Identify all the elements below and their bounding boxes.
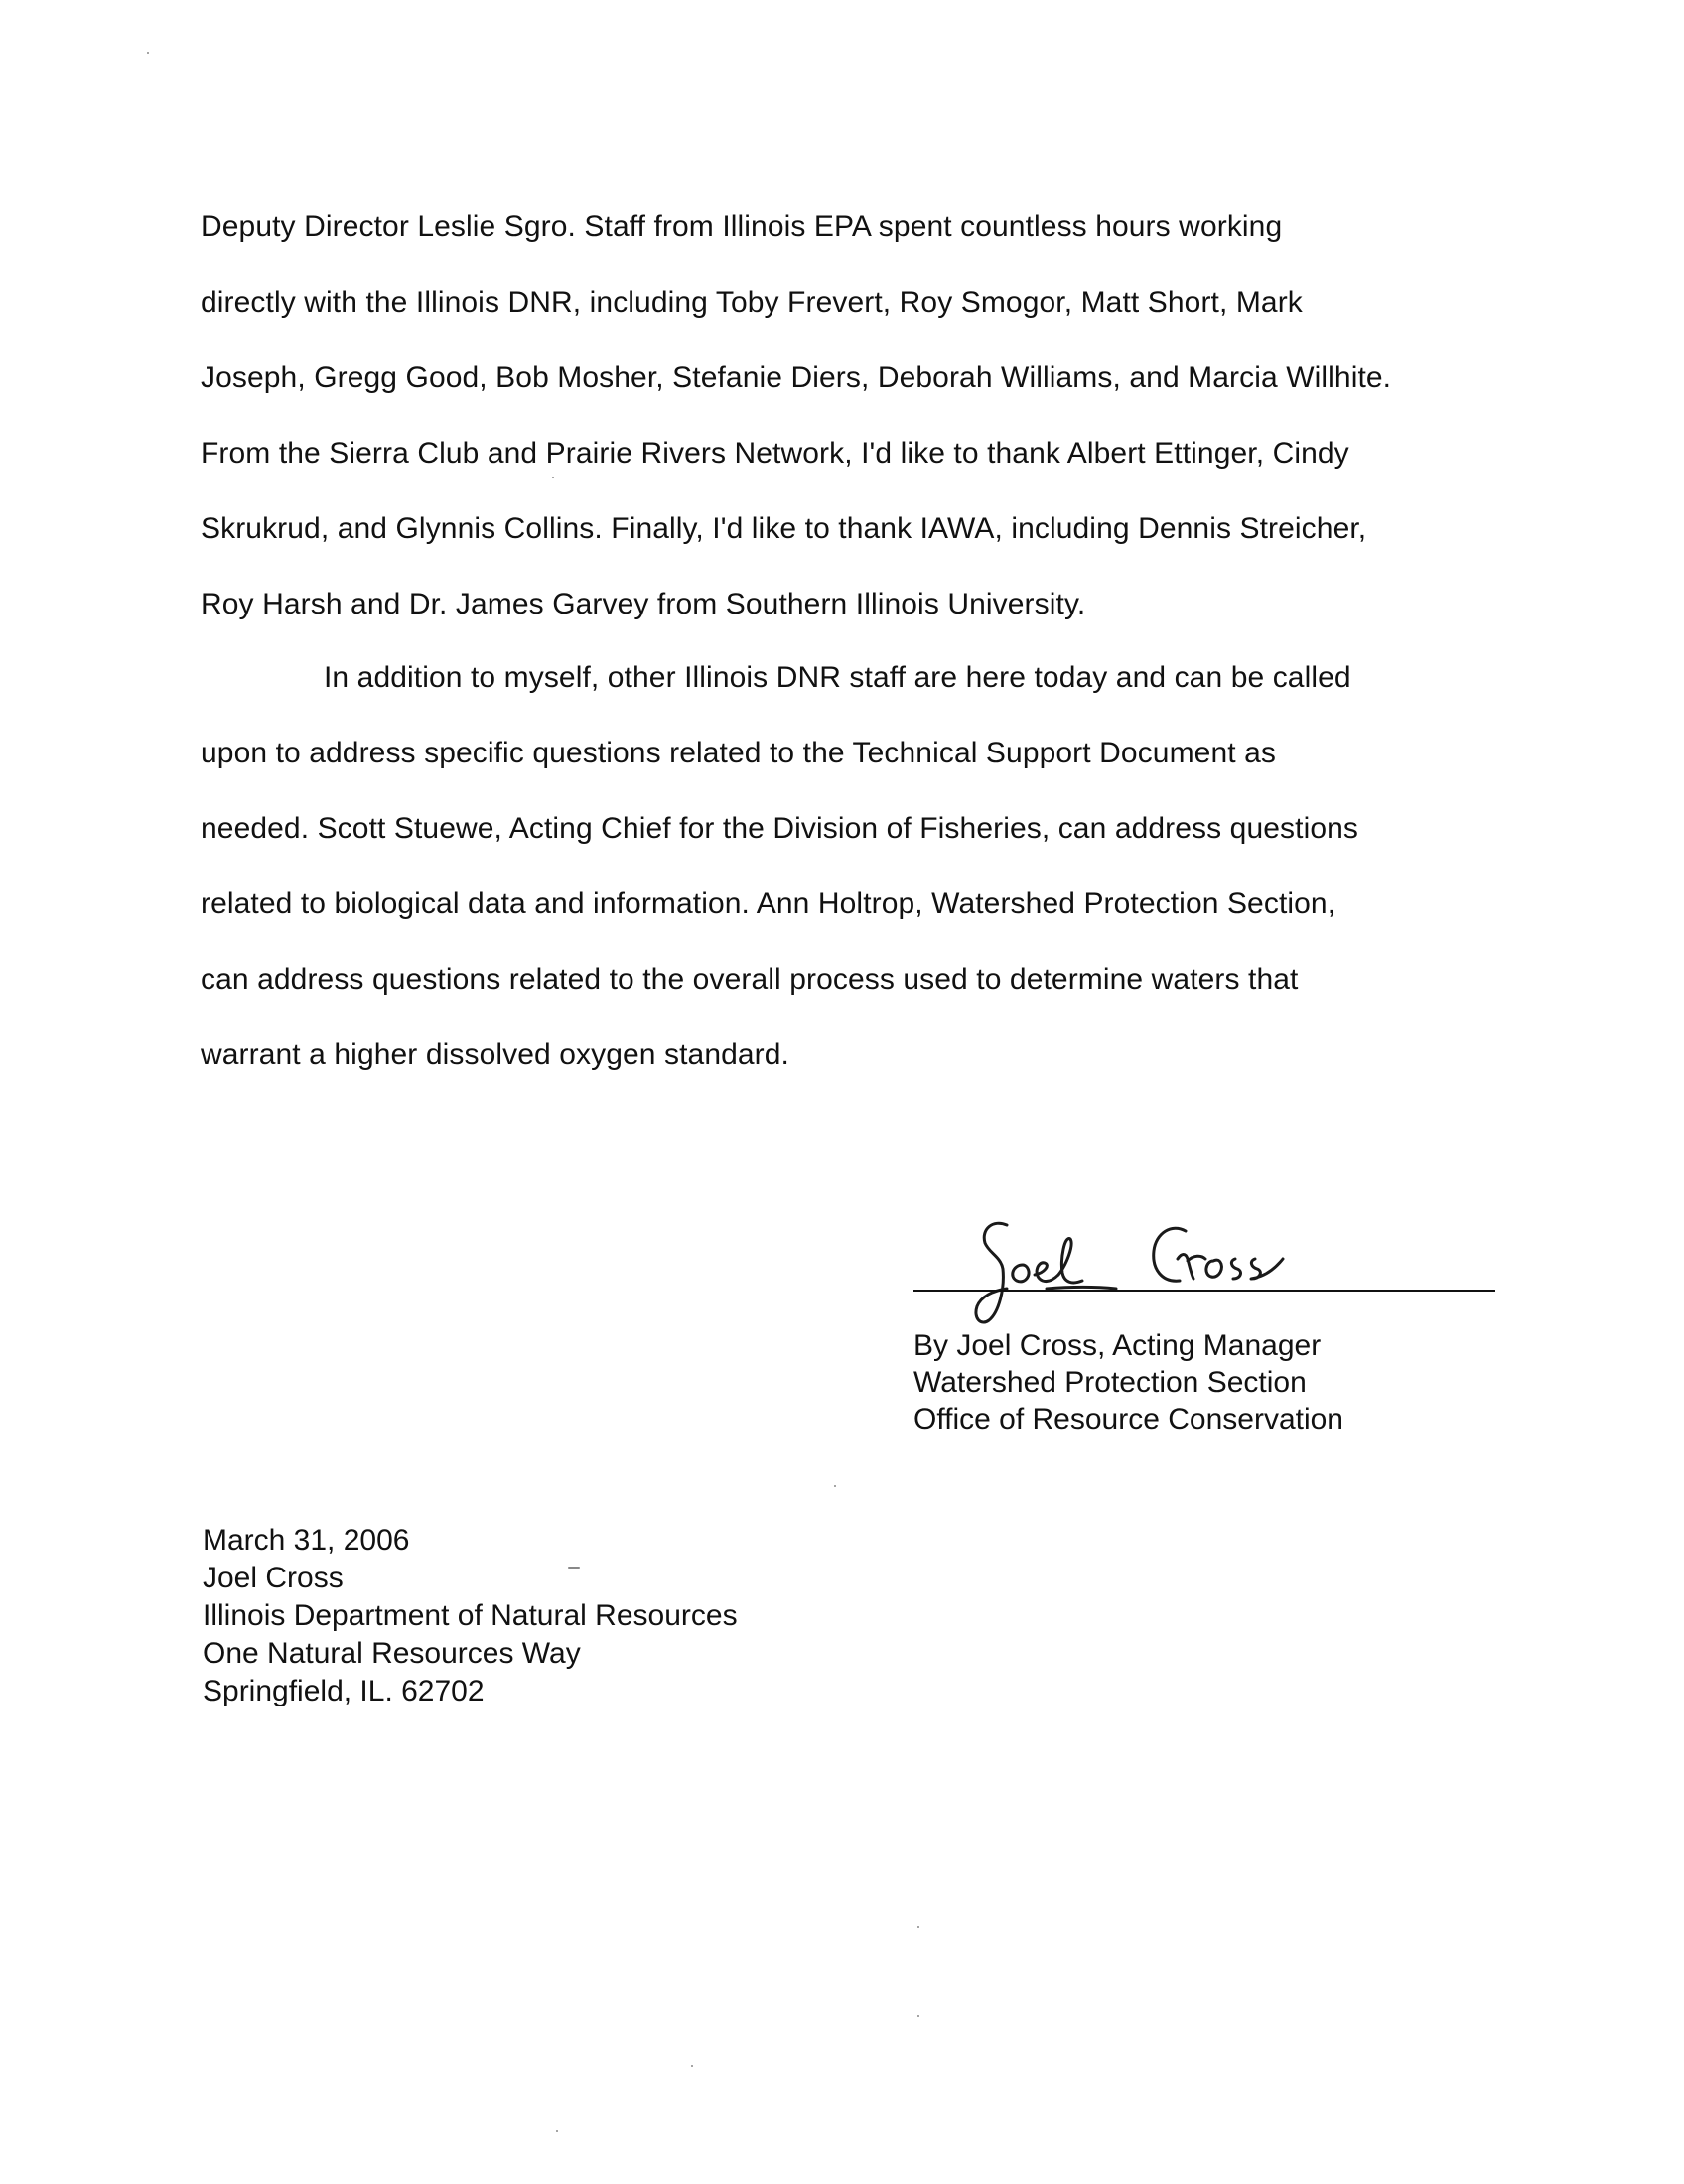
body-text-line: Skrukrud, and Glynnis Collins. Finally, I'd like to thank IAWA, including Dennis Streicher,: [201, 512, 1367, 545]
body-text-line: needed. Scott Stuewe, Acting Chief for the Division of Fisheries, can address questions: [201, 812, 1358, 845]
document-date: March 31, 2006: [203, 1524, 410, 1557]
body-text-line: upon to address specific questions related to the Technical Support Document as: [201, 737, 1276, 769]
scan-speck: [147, 52, 149, 54]
body-text-line: In addition to myself, other Illinois DNR staff are here today and can be called: [324, 661, 1351, 694]
scan-speck: [568, 1567, 580, 1569]
body-text-line: Joseph, Gregg Good, Bob Mosher, Stefanie Diers, Deborah Williams, and Marcia Willhite.: [201, 361, 1392, 394]
body-text-line: From the Sierra Club and Prairie Rivers Network, I'd like to thank Albert Ettinger, Cindy: [201, 437, 1349, 470]
scan-speck: [556, 2130, 558, 2132]
signer-section: Watershed Protection Section: [913, 1366, 1307, 1399]
scan-speck: [552, 477, 554, 478]
body-text-line: directly with the Illinois DNR, including Toby Frevert, Roy Smogor, Matt Short, Mark: [201, 286, 1303, 319]
scan-speck: [691, 2065, 693, 2067]
scan-speck: [917, 2015, 919, 2017]
body-text-line: can address questions related to the overall process used to determine waters that: [201, 963, 1299, 996]
body-text-line: related to biological data and information. Ann Holtrop, Watershed Protection Section,: [201, 887, 1336, 920]
address-organization: Illinois Department of Natural Resources: [203, 1599, 738, 1632]
handwritten-signature: [912, 1209, 1495, 1328]
signature-line: [913, 1290, 1495, 1292]
address-city: Springfield, IL. 62702: [203, 1675, 485, 1707]
scan-speck: [917, 1926, 919, 1928]
body-text-line: Roy Harsh and Dr. James Garvey from Southern Illinois University.: [201, 588, 1086, 620]
address-street: One Natural Resources Way: [203, 1637, 581, 1670]
scan-speck: [834, 1485, 836, 1487]
body-text-line: warrant a higher dissolved oxygen standard.: [201, 1038, 789, 1071]
body-text-line: Deputy Director Leslie Sgro. Staff from Illinois EPA spent countless hours working: [201, 210, 1283, 243]
address-name: Joel Cross: [203, 1562, 344, 1594]
signer-name-title: By Joel Cross, Acting Manager: [913, 1329, 1322, 1362]
signer-office: Office of Resource Conservation: [913, 1403, 1343, 1435]
